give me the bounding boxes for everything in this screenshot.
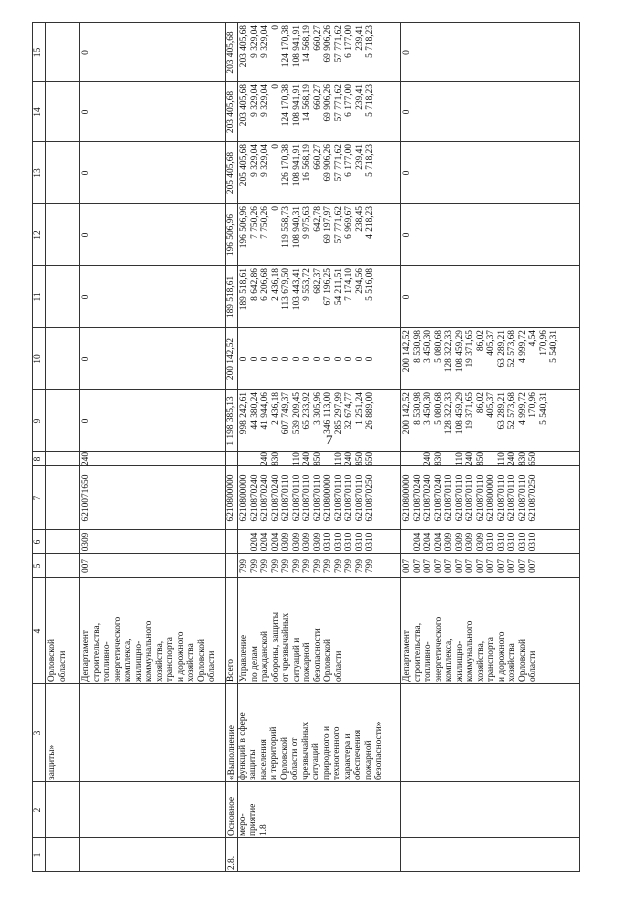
cell-value: 240 830 110 240 850 110 240 830 650 <box>423 452 538 466</box>
cell-value: 0 <box>81 418 91 424</box>
cell-value: 203 405,68 <box>226 90 236 134</box>
cell-value: 0 <box>402 232 412 238</box>
header-number: 15 <box>33 47 43 58</box>
cell-text: Всего <box>226 659 236 682</box>
cell-value: 799 799 799 799 799 799 799 799 799 799 799 799 799 <box>239 558 375 574</box>
col-border <box>32 871 580 872</box>
cell-value: 0 <box>81 294 91 300</box>
page-number: 7 <box>326 432 333 447</box>
cell-value: 007 007 007 007 007 007 007 007 007 007 007 007 007 <box>402 558 538 574</box>
cell-value: 203 405,68 9 329,04 9 329,04 0 124 170,38 108 941,91 14 568,19 660,27 69 906,26 57 771,62 6 177,00 239,41 5 718,23 <box>239 84 375 127</box>
cell-value: 0 <box>402 170 412 176</box>
header-number: 7 <box>33 495 43 501</box>
cell-value: 0 <box>402 109 412 115</box>
cell-value: 203 405,68 <box>226 31 236 74</box>
cell-value: 205 405,68 <box>226 151 236 195</box>
header-number: 2 <box>33 807 43 813</box>
cell-value: 6210800000 6210870240 6210870240 6210870240 6210870110 6210870110 6210870110 6210870110 6210800000 6210870110 6210870110 6210870110 6210870250 <box>239 474 375 522</box>
measure-label: Основное меро- приятие 1.8 <box>227 796 269 836</box>
header-number: 11 <box>33 292 43 302</box>
row-border <box>45 22 46 872</box>
cell-value: 0 <box>81 109 91 115</box>
row-number: 2.8. <box>227 855 237 870</box>
cell-value: 196 506,96 <box>226 213 236 257</box>
row-border <box>579 22 580 872</box>
header-number: 3 <box>33 730 43 736</box>
cell-value: 0 <box>81 356 91 362</box>
cell-value: 189 518,61 8 642,86 6 206,68 2 436,18 113 679,50 103 443,41 9 553,72 682,37 67 196,25 54 211,51 7 174,10 294,56 5 516,08 <box>239 268 375 311</box>
cell-text: Департамент строительства, топливно- энергетического комплекса, жилищно- коммунального хозяйства, транспорта и дорожного хозяйства Орловской области <box>402 616 538 682</box>
header-number: 4 <box>33 628 43 634</box>
cell-value: 0 <box>402 50 412 55</box>
header-number: 14 <box>33 107 43 117</box>
cell-value: 0 <box>81 50 91 55</box>
cell-value: 240 <box>81 452 91 466</box>
cell-value: 200 142,52 <box>226 337 236 381</box>
cell-value: 1 198 385,13 <box>226 396 236 446</box>
cell-value: 200 142,52 8 530,98 3 450,30 5 080,68 128 322,33 108 459,29 19 371,65 86,02 405,37 63 289,21 52 573,68 4 999,72 4,54 170,96 5 540,31 <box>402 330 559 373</box>
header-number: 1 <box>33 852 43 858</box>
cell-value: 205 405,68 9 329,04 9 329,04 0 126 170,38 108 941,91 16 568,19 660,27 69 906,26 57 771,62 6 177,00 239,41 5 718,23 <box>239 144 375 187</box>
col-border <box>32 837 580 838</box>
cell-value: 0 <box>81 170 91 176</box>
cell-text: Департамент строительства, топливно- энергетического комплекса, жилищно- коммунального хозяйства, транспорта и дорожного хозяйства Орловской области <box>81 616 217 682</box>
header-number: 6 <box>33 539 43 545</box>
cell-value: 0309 <box>81 532 91 552</box>
measure-description: «Выполнение функций в сфере защиты населения и территорий Орловской области от чрезвычайных ситуаций природного и техногенного характера и обеспечения пожарной безопасности» <box>227 712 384 780</box>
cell-value: 0204 0204 0204 0309 0309 0309 0309 0310 0310 0310 0310 0310 <box>412 532 538 552</box>
cell-value: 240 830 110 240 850 110 240 850 650 <box>260 452 375 466</box>
cell-value: 6210800000 <box>226 474 236 522</box>
header-number: 5 <box>33 563 43 569</box>
cell-value: 203 405,68 9 329,04 9 329,04 0 124 170,38 108 941,91 14 568,19 660,27 69 906,26 57 771,62 6 177,00 239,41 5 718,23 <box>239 25 375 68</box>
cell-value: 0 <box>402 294 412 300</box>
header-number: 8 <box>33 456 43 462</box>
cell-value: 6210800000 6210870240 6210870240 6210870240 6210870110 6210870110 6210870110 6210870110 6210800000 6210870110 6210870110 6210870110 6210870250 <box>402 474 538 522</box>
cell-text: Орловской области <box>47 638 68 682</box>
header-number: 10 <box>33 354 43 364</box>
cell-value: 0204 0204 0204 0309 0309 0309 0309 0310 0310 0310 0310 0310 <box>249 532 375 552</box>
header-number: 12 <box>33 230 43 240</box>
cell-value: 196 506,96 7 750,26 7 750,26 0 119 558,73 108 940,31 9 975,63 642,78 69 197,97 57 771,62 6 969,67 238,45 4 218,23 <box>239 206 375 249</box>
cell-text: защиты» <box>47 744 57 780</box>
header-number: 9 <box>33 418 43 424</box>
row-border <box>79 22 80 872</box>
cell-value: 0 <box>81 232 91 238</box>
header-number: 13 <box>33 168 43 178</box>
cell-value: 6210071650 <box>81 474 91 522</box>
cell-value: 200 142,52 8 530,98 3 450,30 5 080,68 128 322,33 108 459,29 19 371,65 86,02 405,37 63 289,21 52 573,68 4 999,72 170,96 5 540,31 <box>402 392 549 435</box>
cell-text: Управление по делам гражданской обороны, защиты от чрезвычайных ситуаций и пожарной безопасности Орловской области <box>239 611 344 682</box>
cell-value: 189 518,61 <box>226 275 236 319</box>
cell-value: 0 0 0 0 0 0 0 0 0 0 0 0 0 <box>239 356 375 362</box>
rotated-table <box>32 22 580 872</box>
cell-value: 998 242,61 44 380,24 41 944,06 2 436,18 607 749,37 539 209,45 65 233,92 3 305,96 346 113,00 285 297,99 32 674,77 1 251,24 26 889,00 <box>239 392 375 435</box>
cell-value: 007 <box>81 558 91 574</box>
